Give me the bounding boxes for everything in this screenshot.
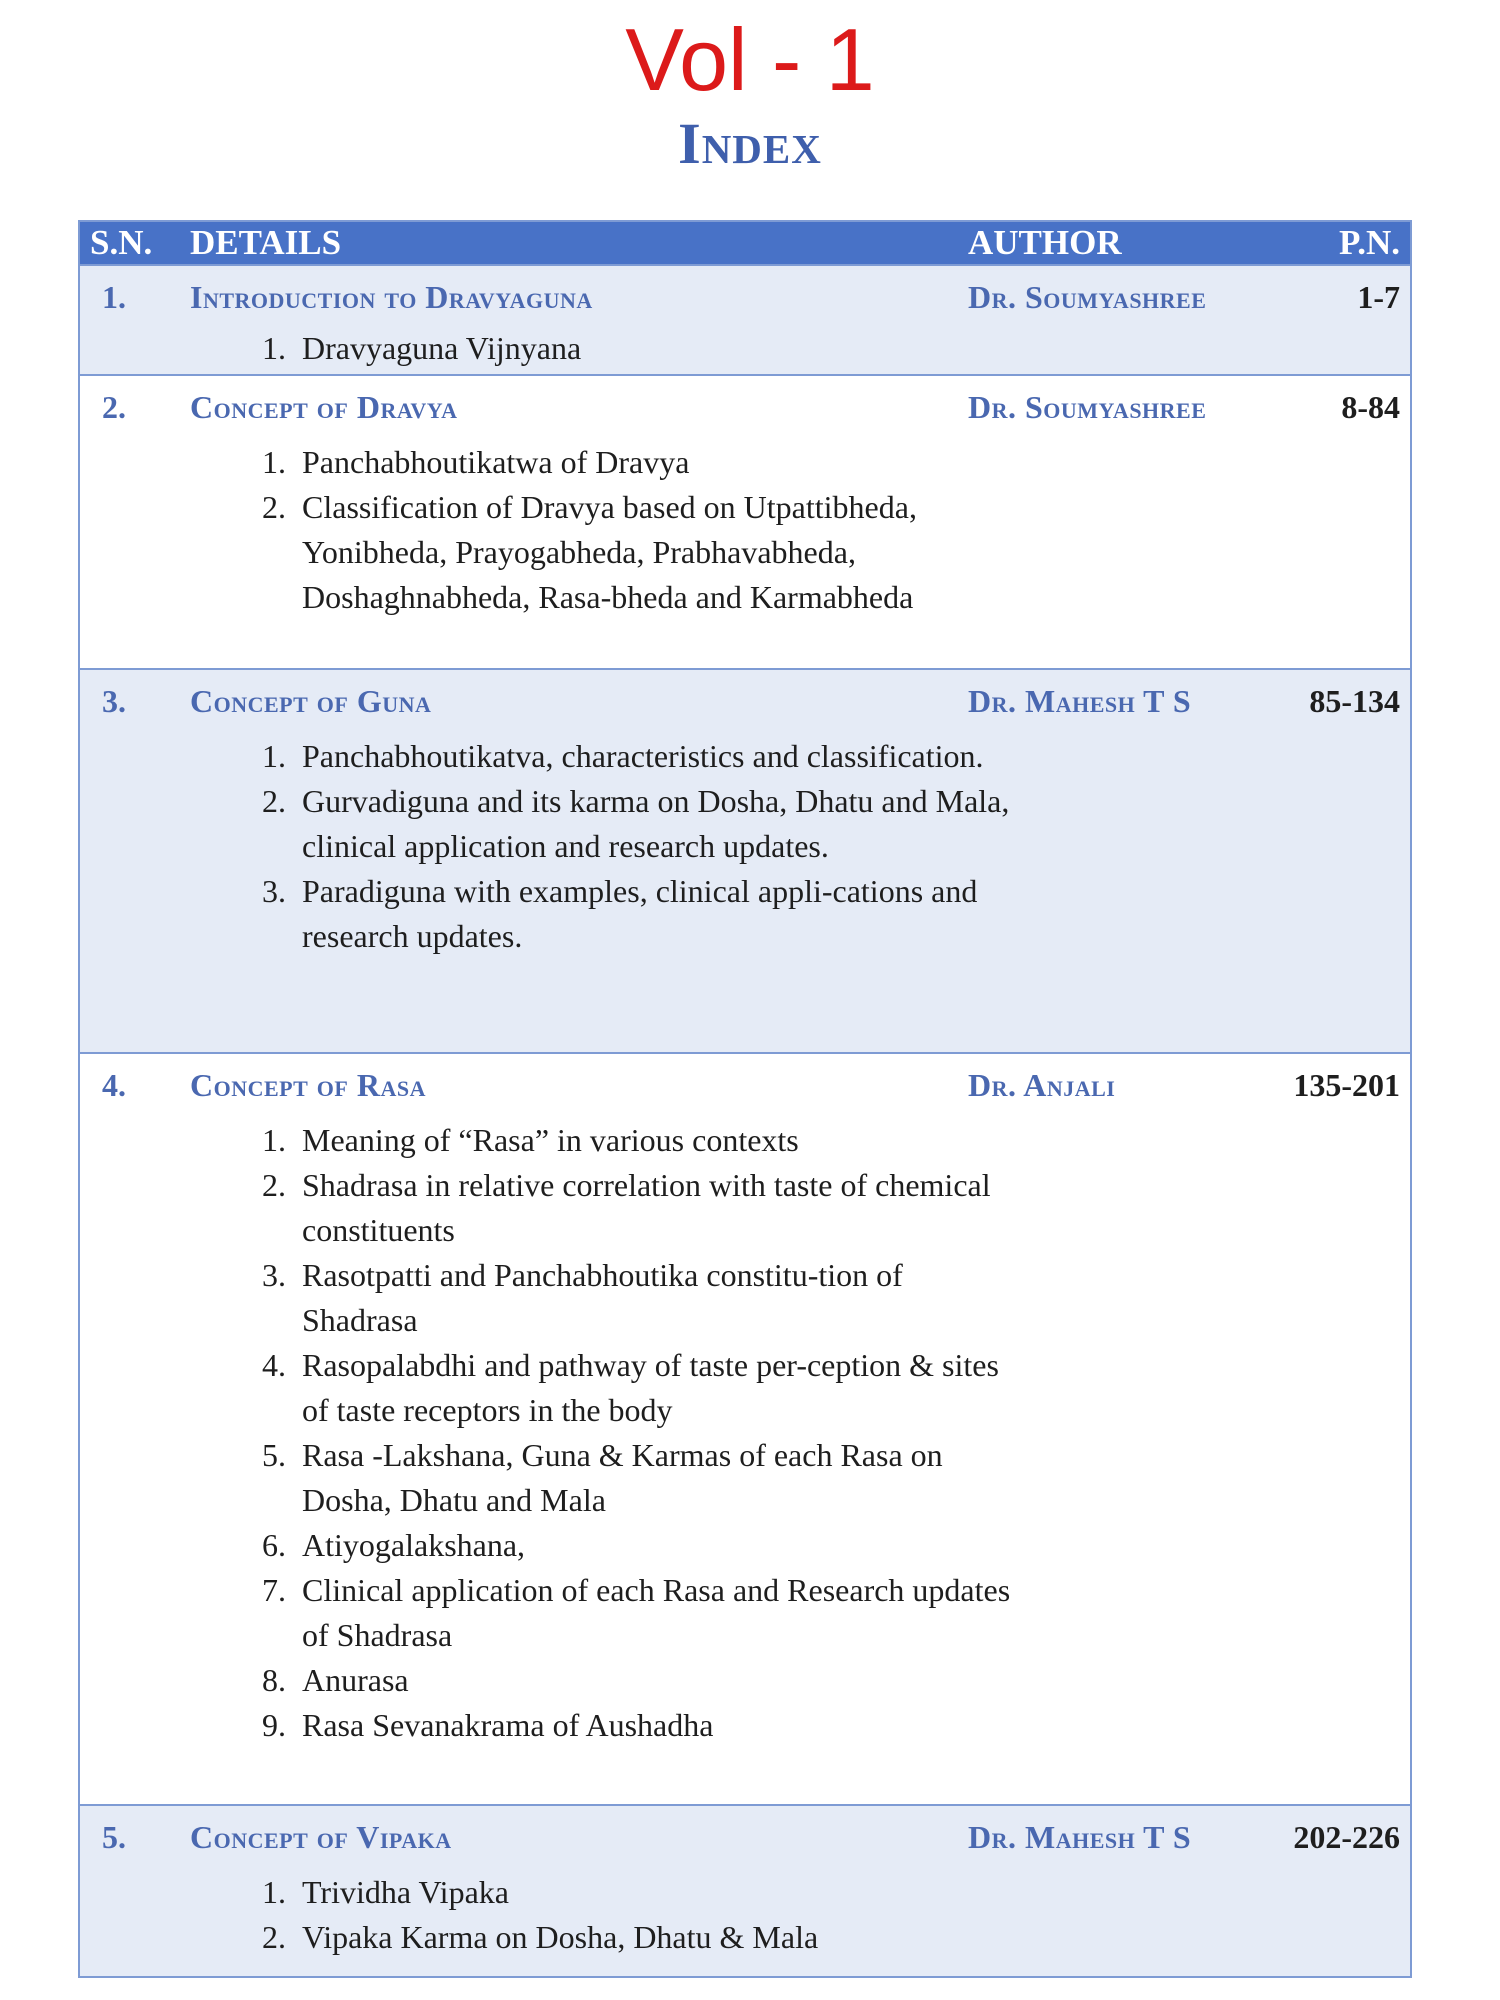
list-item: 3. Paradiguna with examples, clinical appli-cations and research updates.	[262, 873, 978, 954]
section-title: Concept of Vipaka	[190, 1819, 452, 1855]
list-item: 3. Rasotpatti and Panchabhoutika constitu-tion of Shadrasa	[262, 1257, 903, 1338]
section-title: Concept of Rasa	[190, 1067, 426, 1103]
header-sn: S.N.	[90, 223, 153, 262]
section-items	[240, 1118, 1020, 1748]
list-item: 6. Atiyogalakshana,	[262, 1527, 526, 1563]
header-details: DETAILS	[190, 223, 342, 262]
toc-section-3	[80, 668, 1410, 1052]
toc-section-4	[80, 1052, 1410, 1804]
section-title: Concept of Guna	[190, 683, 432, 719]
section-number: 3.	[102, 683, 126, 719]
section-title: Concept of Dravya	[190, 389, 458, 425]
list-item: 9. Rasa Sevanakrama of Aushadha	[262, 1707, 714, 1743]
section-items	[240, 1870, 1020, 1960]
list-item: 1. Dravyaguna Vijnyana	[262, 330, 582, 366]
toc-section-5	[80, 1804, 1410, 1976]
section-number: 4.	[102, 1067, 126, 1103]
section-number: 2.	[102, 389, 126, 425]
section-author: Dr. Soumyashree	[968, 279, 1207, 315]
list-item: 2. Shadrasa in relative correlation with taste of chemical constituents	[262, 1167, 991, 1248]
section-pages: 8-84	[1341, 389, 1400, 425]
list-item: 8. Anurasa	[262, 1662, 409, 1698]
header-page-number: P.N.	[1339, 223, 1400, 262]
section-items	[240, 326, 1020, 371]
section-author: Dr. Mahesh T S	[968, 683, 1192, 719]
section-author: Dr. Anjali	[968, 1067, 1116, 1103]
list-item: 1. Trividha Vipaka	[262, 1874, 509, 1910]
section-pages: 1-7	[1357, 279, 1400, 315]
table-header	[80, 222, 1410, 264]
list-item: 1. Meaning of “Rasa” in various contexts	[262, 1122, 799, 1158]
list-item: 1. Panchabhoutikatva, characteristics and classification.	[262, 738, 984, 774]
list-item: 1. Panchabhoutikatwa of Dravya	[262, 444, 690, 480]
section-number: 1.	[102, 279, 126, 315]
list-item: 4. Rasopalabdhi and pathway of taste per-ception & sites of taste receptors in the body	[262, 1347, 999, 1428]
list-item: 2. Vipaka Karma on Dosha, Dhatu & Mala	[262, 1919, 819, 1955]
index-table	[78, 220, 1412, 1978]
list-item: 2. Gurvadiguna and its karma on Dosha, Dhatu and Mala, clinical application and research updates.	[262, 783, 1010, 864]
section-pages: 202-226	[1293, 1819, 1400, 1855]
list-item: 2. Classification of Dravya based on Utpattibheda, Yonibheda, Prayogabheda, Prabhavabheda, Doshaghnabheda, Rasa-bheda and Karmabheda	[262, 489, 917, 615]
list-item: 7. Clinical application of each Rasa and Research updates of Shadrasa	[262, 1572, 1011, 1653]
section-pages: 135-201	[1293, 1067, 1400, 1103]
volume-title: Vol - 1	[625, 10, 875, 109]
section-author: Dr. Soumyashree	[968, 389, 1207, 425]
header-author: AUTHOR	[968, 223, 1122, 262]
toc-section-2	[80, 374, 1410, 668]
section-title: Introduction to Dravyaguna	[190, 279, 593, 315]
section-author: Dr. Mahesh T S	[968, 1819, 1192, 1855]
toc-section-1	[80, 264, 1410, 374]
section-pages: 85-134	[1309, 683, 1400, 719]
section-items	[240, 440, 1020, 620]
section-items	[240, 734, 1020, 959]
index-title: Index	[678, 111, 822, 176]
list-item: 5. Rasa -Lakshana, Guna & Karmas of each Rasa on Dosha, Dhatu and Mala	[262, 1437, 943, 1518]
section-number: 5.	[102, 1819, 126, 1855]
